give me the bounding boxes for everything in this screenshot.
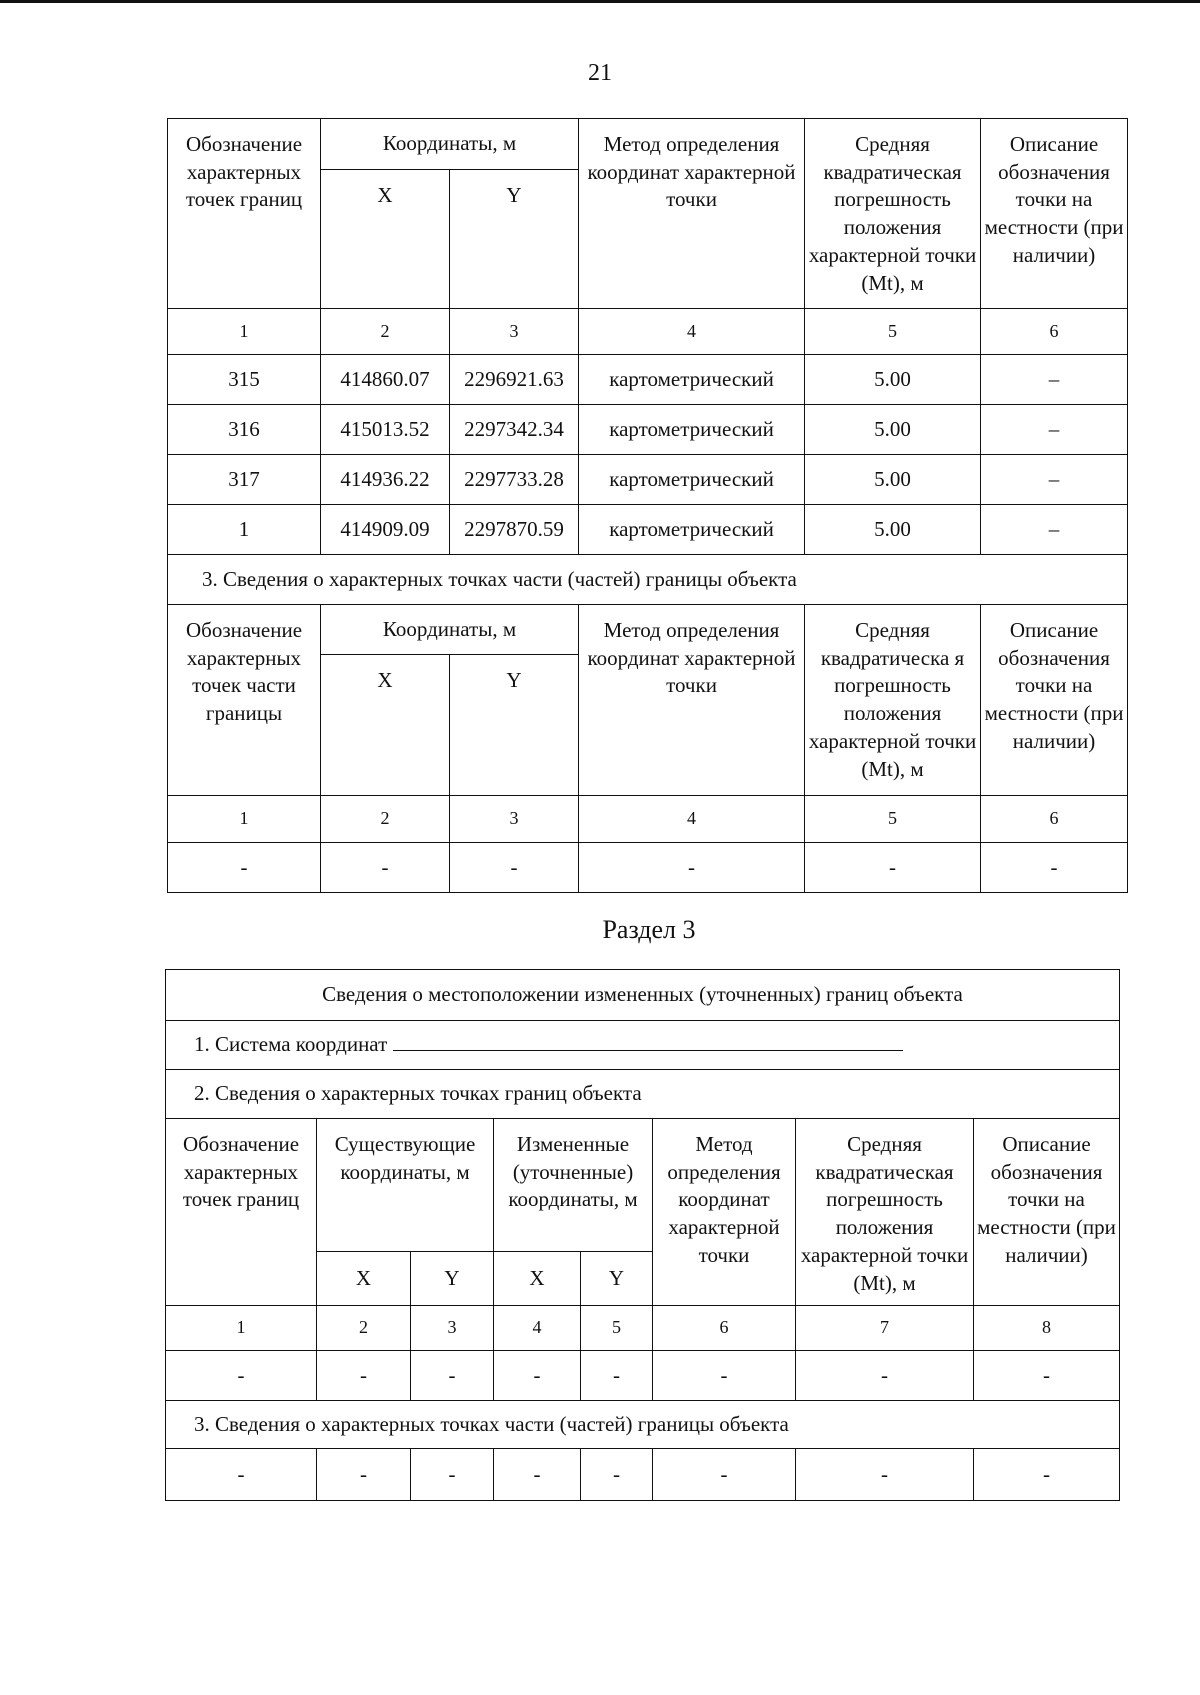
header-y: Y [450,170,579,309]
cell-y: 2297342.34 [450,405,579,455]
table-cell: - [321,843,450,893]
cell-method: картометрический [579,405,805,455]
column-number: 8 [974,1306,1120,1351]
table-cell: - [166,1351,317,1401]
part-section-title: 3. Сведения о характерных точках части (частей) границы объекта [166,1401,1120,1449]
table-row [166,1449,1120,1501]
cell-error: 5.00 [805,455,981,505]
top-border-line [0,0,1200,3]
section-title: Раздел 3 [602,915,696,944]
table-cell: - [411,1449,494,1501]
part-header-coordinates: Координаты, м [321,605,579,655]
cell-y: 2297870.59 [450,505,579,555]
header-description: Описание обозначения точки на местности (при наличии) [974,1119,1120,1306]
table-cell: - [581,1351,653,1401]
column-number: 1 [166,1306,317,1351]
column-number: 7 [796,1306,974,1351]
cell-point: 317 [168,455,321,505]
header-method: Метод определения координат характерной точки [653,1119,796,1306]
table-cell: - [494,1449,581,1501]
column-number: 5 [805,796,981,843]
cell-description: – [981,455,1128,505]
cell-description: – [981,355,1128,405]
header-error: Средняя квадратическая погрешность положения характерной точки (Mt), м [796,1119,974,1306]
table-cell: - [653,1351,796,1401]
header-designation: Обозначение характерных точек границ [168,119,321,309]
table-cell: - [974,1351,1120,1401]
cell-x: 414860.07 [321,355,450,405]
part-header-description: Описание обозначения точки на местности (при наличии) [981,605,1128,796]
column-number: 4 [579,309,805,355]
column-number: 6 [653,1306,796,1351]
cell-x: 415013.52 [321,405,450,455]
header-changed-y: Y [581,1252,653,1306]
column-number: 1 [168,309,321,355]
column-number: 4 [494,1306,581,1351]
coordinate-system-label: 1. Система координат [194,1032,388,1057]
header-changed-x: X [494,1252,581,1306]
part-header-y: Y [450,655,579,796]
cell-method: картометрический [579,455,805,505]
cell-x: 414909.09 [321,505,450,555]
column-number: 1 [168,796,321,843]
column-number: 5 [581,1306,653,1351]
column-number: 4 [579,796,805,843]
column-number: 3 [450,796,579,843]
header-existing-x: X [317,1252,411,1306]
header-description: Описание обозначения точки на местности (при наличии) [981,119,1128,309]
cell-point: 316 [168,405,321,455]
table-cell: - [796,1351,974,1401]
header-existing-y: Y [411,1252,494,1306]
part-header-method: Метод определения координат характерной точки [579,605,805,796]
table-cell: - [317,1351,411,1401]
cell-point: 315 [168,355,321,405]
column-number: 2 [321,796,450,843]
header-coordinates: Координаты, м [321,119,579,170]
table-cell: - [974,1449,1120,1501]
column-number: 3 [450,309,579,355]
column-number: 6 [981,309,1128,355]
table-cell: - [494,1351,581,1401]
column-number: 6 [981,796,1128,843]
table-row [168,355,1128,405]
boundary-points-table [167,118,1128,893]
table-row [168,843,1128,893]
part-header-designation: Обозначение характерных точек части границы [168,605,321,796]
cell-point: 1 [168,505,321,555]
cell-error: 5.00 [805,405,981,455]
column-number: 3 [411,1306,494,1351]
table-cell: - [653,1449,796,1501]
table-row [168,505,1128,555]
changed-boundaries-table [165,969,1120,1501]
table-cell: - [317,1449,411,1501]
cell-description: – [981,405,1128,455]
header-method: Метод определения координат характерной точки [579,119,805,309]
table-cell: - [411,1351,494,1401]
table-title: Сведения о местоположении измененных (уточненных) границ объекта [166,970,1120,1021]
header-changed-coordinates: Измененные (уточненные) координаты, м [494,1119,653,1252]
header-designation: Обозначение характерных точек границ [166,1119,317,1306]
table-row [168,405,1128,455]
table-cell: - [981,843,1128,893]
table-cell: - [581,1449,653,1501]
table-cell: - [450,843,579,893]
cell-x: 414936.22 [321,455,450,505]
page-number: 21 [588,60,612,86]
table-cell: - [579,843,805,893]
column-number: 2 [321,309,450,355]
table-row [166,1351,1120,1401]
table-cell: - [168,843,321,893]
coordinate-system-row [166,1021,1120,1070]
coordinate-system-blank [393,1032,903,1051]
cell-method: картометрический [579,355,805,405]
cell-y: 2296921.63 [450,355,579,405]
cell-error: 5.00 [805,505,981,555]
part-header-error: Средняя квадратическа я погрешность положения характерной точки (Mt), м [805,605,981,796]
part-header-x: X [321,655,450,796]
header-error: Средняя квадратическая погрешность положения характерной точки (Mt), м [805,119,981,309]
table-cell: - [796,1449,974,1501]
cell-description: – [981,505,1128,555]
table-cell: - [166,1449,317,1501]
part-section-title: 3. Сведения о характерных точках части (частей) границы объекта [168,555,1128,605]
points-section-title: 2. Сведения о характерных точках границ объекта [166,1070,1120,1119]
cell-y: 2297733.28 [450,455,579,505]
cell-error: 5.00 [805,355,981,405]
column-number: 5 [805,309,981,355]
cell-method: картометрический [579,505,805,555]
table-row [168,455,1128,505]
header-existing-coordinates: Существующие координаты, м [317,1119,494,1252]
header-x: X [321,170,450,309]
column-number: 2 [317,1306,411,1351]
table-cell: - [805,843,981,893]
